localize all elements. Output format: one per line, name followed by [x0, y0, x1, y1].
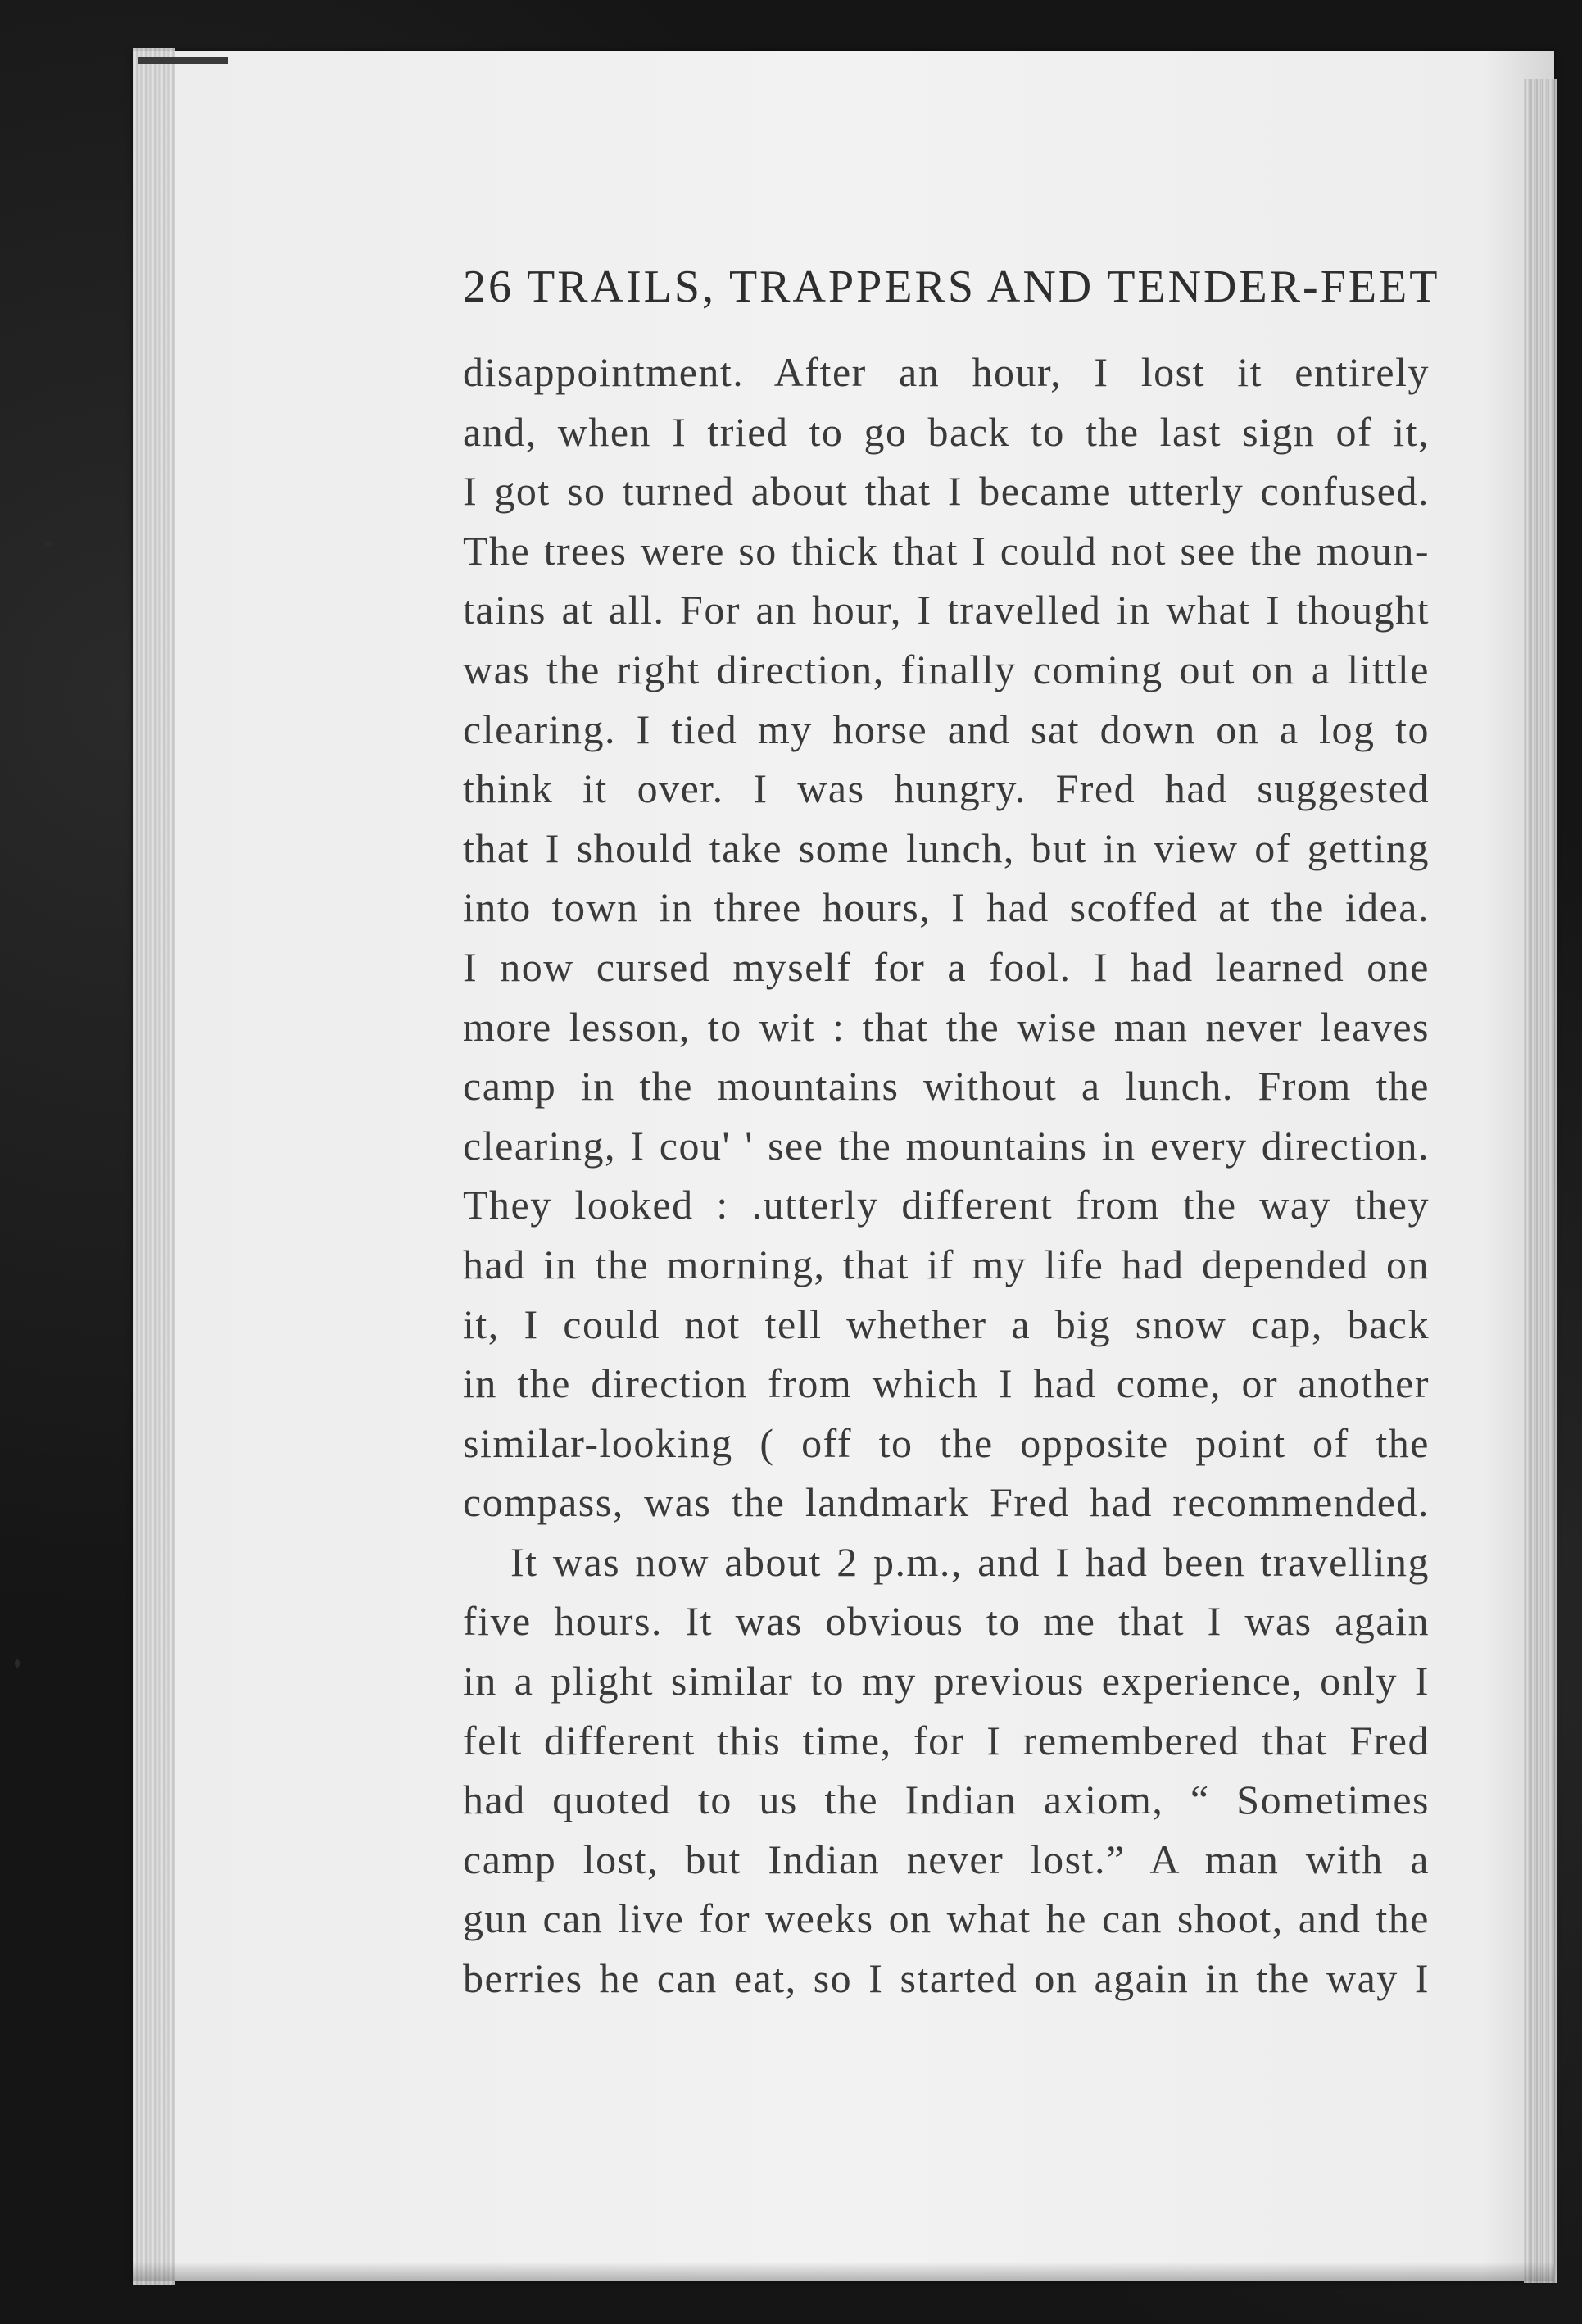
text-line: was the right direction, finally coming out on a little	[463, 646, 1430, 692]
text-line: They looked : .utterly different from the way they	[463, 1182, 1430, 1228]
text-line: and, when I tried to go back to the last sign of it,	[463, 408, 1430, 455]
paragraph-first-line: It was now about 2 p.m., and I had been travelling	[510, 1538, 1430, 1585]
page-stack-edge	[1524, 79, 1557, 2283]
text-line: think it over. I was hungry. Fred had suggested	[463, 765, 1430, 812]
page-binding-edge	[133, 48, 175, 2285]
text-line: clearing. I tied my horse and sat down on a log to	[463, 706, 1430, 752]
text-line: more lesson, to wit : that the wise man never leaves	[463, 1003, 1430, 1050]
text-line: five hours. It was obvious to me that I was again	[463, 1598, 1430, 1645]
page-bottom-shadow	[133, 2262, 1554, 2281]
text-line: compass, was the landmark Fred had recommended.	[463, 1479, 1430, 1526]
text-line: had quoted to us the Indian axiom, “ Sometimes	[463, 1777, 1430, 1823]
scan-artifact-bar	[138, 57, 228, 64]
text-line: disappointment. After an hour, I lost it entirely	[463, 349, 1430, 395]
text-line: camp in the mountains without a lunch. From the	[463, 1063, 1430, 1110]
scan-speck	[45, 541, 53, 547]
text-line: into town in three hours, I had scoffed at the idea.	[463, 884, 1430, 931]
text-line: had in the morning, that if my life had depended on	[463, 1241, 1430, 1287]
text-line: camp lost, but Indian never lost.” A man with a	[463, 1836, 1430, 1882]
text-line: in the direction from which I had come, or another	[463, 1360, 1430, 1407]
scan-speck	[15, 1659, 20, 1668]
text-line: I got so turned about that I became utterly confused.	[463, 468, 1430, 515]
text-line: The trees were so thick that I could not see the moun-	[463, 527, 1430, 574]
running-head: 26 TRAILS, TRAPPERS AND TENDER-FEET	[463, 261, 1440, 312]
text-line: similar-looking ( off to the opposite point of the	[463, 1419, 1430, 1466]
text-line: I now cursed myself for a fool. I had learned one	[463, 943, 1430, 990]
text-line: it, I could not tell whether a big snow cap, back	[463, 1300, 1430, 1347]
text-line: gun can live for weeks on what he can shoot, and the	[463, 1895, 1430, 1942]
text-line: tains at all. For an hour, I travelled in what I thought	[463, 587, 1430, 633]
text-line: in a plight similar to my previous experience, only I	[463, 1658, 1430, 1704]
text-line: felt different this time, for I remembered that Fred	[463, 1717, 1430, 1763]
text-line: berries he can eat, so I started on again in the way I	[463, 1955, 1430, 2002]
body-text	[463, 343, 1430, 2009]
text-line: clearing, I cou' ' see the mountains in every direction.	[463, 1122, 1430, 1169]
text-line: that I should take some lunch, but in view of getting	[463, 824, 1430, 871]
